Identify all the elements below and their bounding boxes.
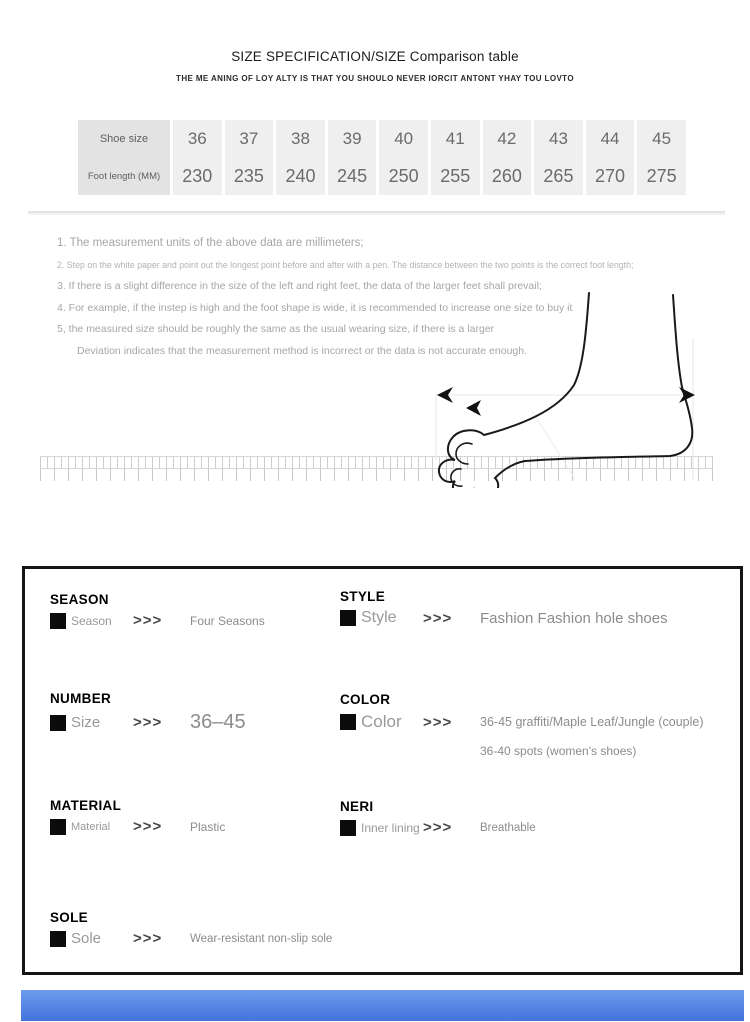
spec-style-header: STYLE [340, 589, 386, 604]
spec-season [50, 592, 265, 629]
triple-arrow: >>> [423, 819, 453, 836]
black-square-bullet [340, 610, 356, 626]
length-value: 250 [388, 165, 419, 186]
spec-style-label: Style [361, 609, 397, 626]
size-column [276, 120, 325, 195]
note-line: 5, the measured size should be roughly the same as the usual wearing size, if there is a larger [57, 323, 495, 335]
spec-material-label: Material [71, 820, 111, 833]
note-line: 2. Step on the white paper and point out the longest point before and after with a pen. The distance between the two points is the correct foot length; [57, 259, 634, 270]
length-value: 235 [233, 165, 264, 186]
bottom-divider-bar [21, 990, 744, 1021]
triple-arrow: >>> [133, 818, 163, 835]
spec-color-label: Color [361, 712, 402, 731]
page-title: SIZE SPECIFICATION/SIZE Comparison table [231, 49, 519, 64]
spec-material [50, 798, 225, 835]
size-column [379, 120, 428, 195]
spec-color-value-2: 36-40 spots (women's shoes) [480, 744, 637, 758]
spec-number-header: NUMBER [50, 691, 112, 706]
length-value: 270 [595, 165, 626, 186]
spec-number-label: Size [71, 714, 101, 731]
length-value: 255 [440, 165, 471, 186]
spec-color [340, 692, 704, 758]
black-square-bullet [340, 714, 356, 730]
size-value: 41 [445, 128, 465, 148]
size-column [586, 120, 635, 195]
size-column [328, 120, 377, 195]
spec-sole-value: Wear-resistant non-slip sole [190, 932, 333, 945]
size-column [173, 120, 222, 195]
size-value: 38 [291, 128, 310, 148]
size-value: 43 [548, 128, 568, 148]
black-square-bullet [50, 819, 66, 835]
spec-neri-label: Inner lining [361, 820, 420, 835]
triple-arrow: >>> [133, 612, 163, 629]
length-value: 260 [491, 165, 522, 186]
length-value: 265 [543, 165, 574, 186]
spec-color-value: 36-45 graffiti/Maple Leaf/Jungle (couple) [480, 715, 704, 729]
size-column [534, 120, 583, 195]
size-value: 42 [497, 128, 517, 148]
note-line: 3. If there is a slight difference in the size of the left and right feet, the data of the larger feet shall prevail; [57, 280, 542, 292]
size-table-header-column [78, 120, 170, 195]
triple-arrow: >>> [423, 713, 453, 731]
spec-sole-header: SOLE [50, 910, 88, 925]
size-column [431, 120, 480, 195]
measurement-arrow-icons [437, 387, 695, 416]
section-divider [28, 211, 725, 215]
spec-sole-label: Sole [71, 930, 102, 947]
triple-arrow: >>> [133, 714, 163, 731]
foot-measurement-diagram [35, 283, 715, 488]
size-value: 44 [600, 128, 620, 148]
size-value: 40 [394, 128, 414, 148]
black-square-bullet [50, 931, 66, 947]
spec-sole [50, 910, 332, 947]
note-line: 1. The measurement units of the above data are millimeters; [57, 237, 364, 249]
shoe-size-label: Shoe size [99, 132, 149, 145]
foot-length-label: Foot length (MM) [87, 170, 161, 182]
length-value: 240 [285, 165, 316, 186]
size-column [483, 120, 532, 195]
spec-neri-header: NERI [340, 799, 374, 814]
spec-style [340, 589, 668, 627]
spec-number-value: 36–45 [190, 711, 246, 733]
triple-arrow: >>> [133, 930, 163, 947]
black-square-bullet [50, 613, 66, 629]
spec-season-label: Season [71, 613, 112, 628]
spec-neri [340, 799, 536, 836]
page-subtitle: THE ME ANING OF LOY ALTY IS THAT YOU SHOULO NEVER IORCIT ANTONT YHAY TOU LOVTO [176, 74, 574, 83]
spec-material-header: MATERIAL [50, 798, 122, 813]
spec-material-value: Plastic [190, 819, 226, 834]
spec-color-header: COLOR [340, 692, 391, 707]
length-value: 230 [182, 165, 213, 186]
spec-number [50, 691, 246, 734]
black-square-bullet [50, 715, 66, 731]
length-value: 275 [646, 165, 677, 186]
foot-outline [439, 293, 692, 488]
spec-neri-value: Breathable [480, 821, 536, 834]
size-value: 39 [342, 128, 362, 148]
size-value: 37 [239, 128, 259, 148]
size-column [637, 120, 686, 195]
note-line: Deviation indicates that the measurement method is incorrect or the data is not accurate enough. [77, 344, 528, 357]
size-column [225, 120, 274, 195]
size-table [78, 120, 686, 195]
triple-arrow: >>> [423, 609, 453, 627]
spec-season-header: SEASON [50, 592, 109, 607]
black-square-bullet [340, 820, 356, 836]
length-value: 245 [337, 165, 368, 186]
spec-season-value: Four Seasons [190, 613, 265, 628]
size-value: 45 [652, 128, 672, 148]
size-value: 36 [187, 128, 207, 148]
note-line: 4. For example, if the instep is high and the foot shape is wide, it is recommended to increase one size to buy it [57, 301, 573, 314]
spec-style-value: Fashion Fashion hole shoes [480, 609, 668, 627]
